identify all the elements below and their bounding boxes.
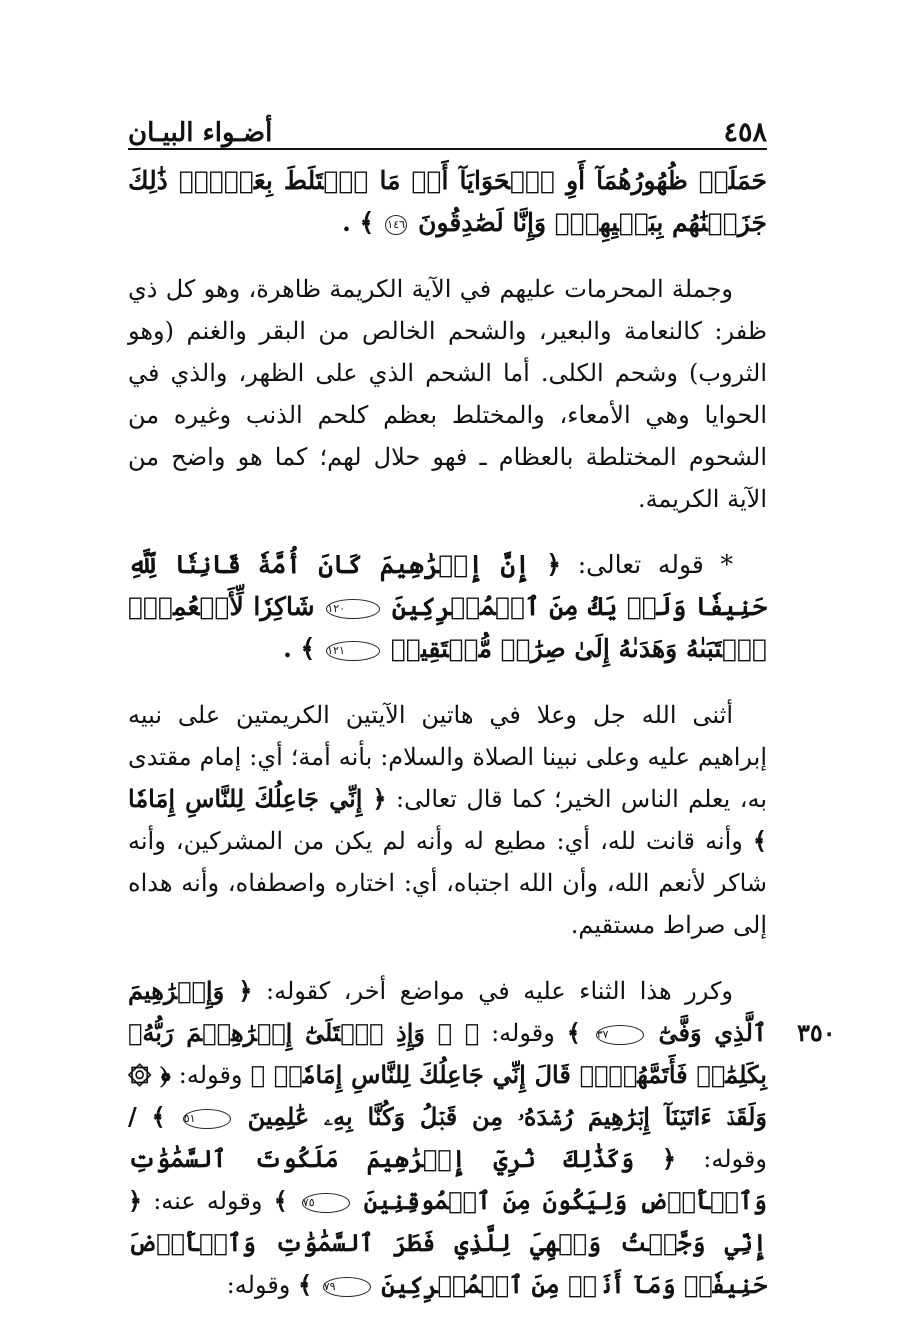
paragraph-text: وقوله: [226,1271,291,1299]
ayah-number-marker: ٥١ [183,1109,231,1129]
quran-quote: ﴿ وَكَذَٰلِكَ نُرِيٓ إِبۡرَٰهِيمَ مَلَكُوتَ ٱلسَّمَٰوَٰتِ وَٱلۡأَرۡضِ وَلِيَكُونَ مِنَ ٱلۡمُوقِنِينَ [128,1144,767,1215]
paragraph-text: وأنه قانت لله، أي: مطيع له وأنه لم يكن من المشركين، وأنه شاكر لأنعم الله، وأن الله اجتباه، أي: اختاره واصطفاه، وأنه هداه إلى صراط مستقيم. [128,827,767,939]
quran-quote: ﴿ إِنِّي وَجَّهۡتُ وَجۡهِيَ لِلَّذِي فَطَرَ ٱلسَّمَٰوَٰتِ وَٱلۡأَرۡضَ حَنِيفٗاۖ وَمَآ أَنَا۠ مِنَ ٱلۡمُشۡرِكِينَ [128,1186,767,1299]
ayah-number-marker: ٧٩ [323,1277,371,1297]
quran-quote: ﴿ إِنِّي جَاعِلُكَ لِلنَّاسِ إِمَامٗا ﴾ [128,784,767,855]
paragraph-text: وقوله: [703,1145,767,1173]
quran-text: حَمَلَتۡ ظُهُورُهُمَآ أَوِ ٱلۡحَوَايَآ أَوۡ مَا ٱخۡتَلَطَ بِعَظۡمٖۚ ذَٰلِكَ جَزَيۡنَٰهُم بِبَغۡيِهِمۡۖ وَإِنَّا لَصَٰدِقُونَ [128,166,767,237]
quran-quote: ﴿ ۞ وَإِذِ ٱبۡتَلَىٰٓ إِبۡرَٰهِـۧمَ رَبُّهُۥ بِكَلِمَٰتٖ فَأَتَمَّهُنَّۖ قَالَ إِنِّي جَاعِلُكَ لِلنَّاسِ إِمَامٗاۖ ﴾ [128,1018,767,1089]
paragraph-text: وقوله عنه: [153,1187,263,1215]
opening-bracket: ﴿ [546,550,562,579]
paragraph-text: وكرر هذا الثناء عليه في مواضع أخر، كقوله: [265,977,733,1005]
margin-reference-number: ٣٥٠ [797,1018,836,1047]
paragraph-ibrahim-praise [128,694,767,946]
paragraph-text: وجملة المحرمات عليهم في الآية الكريمة ظاهرة، وهو كل ذي ظفر: كالنعامة والبعير، والشحم الخالص من البقر والغنم (وهو الثروب) وشحم الكلى. أما الشحم الذي على الظهر، والذي في الحوايا وهي الأمعاء، والمختلط بعظم كلحم الذنب وغيره من الشحوم المختلطة بالعظام ـ فهو حلال لهم؛ كما هو واضح من الآية الكريمة. [128,275,768,513]
quran-verse-block [128,160,767,244]
page-number: ٤٥٨ [723,117,767,148]
running-title: أضـواء البيـان [128,118,273,148]
verse-prefix: * قوله تعالى: [577,550,733,579]
ayah-number-marker: ١٢١ [326,641,380,661]
quran-quote: ﴿ ۞ وَلَقَدۡ ءَاتَيۡنَآ إِبۡرَٰهِيمَ رُشۡدَهُۥ مِن قَبۡلُ وَكُنَّا بِهِۦ عَٰلِمِينَ [128,1060,767,1131]
paragraph-repeated-praise [128,970,767,1306]
ayah-number-marker: ٧٥ [302,1193,350,1213]
closing-bracket: ﴾ / [128,1102,166,1131]
page-header [128,100,767,148]
quran-quote: ﴿ وَإِبۡرَٰهِيمَ ٱلَّذِي وَفَّىٰٓ [128,976,767,1047]
verse-heading [128,544,767,670]
closing-bracket: ﴾ [566,1018,581,1047]
header-rule [128,148,767,150]
ayah-number-marker: ١٢٠ [326,599,380,619]
closing-bracket: ﴾ [273,1186,288,1215]
paragraph-forbidden-items [128,268,767,520]
closing-bracket: ﴾ . [283,634,316,663]
quran-text: إِنَّ إِبۡرَٰهِيمَ كَانَ أُمَّةٗ قَانِتٗا لِّلَّهِ حَنِيفٗا وَلَمۡ يَكُ مِنَ ٱلۡمُشۡرِكِينَ [128,550,767,621]
paragraph-text: وقوله: [178,1061,243,1089]
ayah-number-marker: ١٤٦ [385,215,407,235]
ayah-number-marker: ٣٧ [596,1025,644,1045]
quran-text: شَاكِرٗا لِّأَنۡعُمِهِۚ ٱجۡتَبَىٰهُ وَهَدَىٰهُ إِلَىٰ صِرَٰطٖ مُّسۡتَقِيمٖ [128,592,767,663]
closing-bracket: ﴾ . [342,208,375,237]
paragraph-text: أثنى الله جل وعلا في هاتين الآيتين الكريمتين على نبيه إبراهيم عليه وعلى نبينا الصلاة والسلام: بأنه أمة؛ أي: إمام مقتدى به، يعلم الناس الخير؛ كما قال تعالى: [128,701,767,813]
page-body [128,160,767,1330]
closing-bracket: ﴾ [298,1270,313,1299]
paragraph-text: وقوله: [491,1019,555,1047]
